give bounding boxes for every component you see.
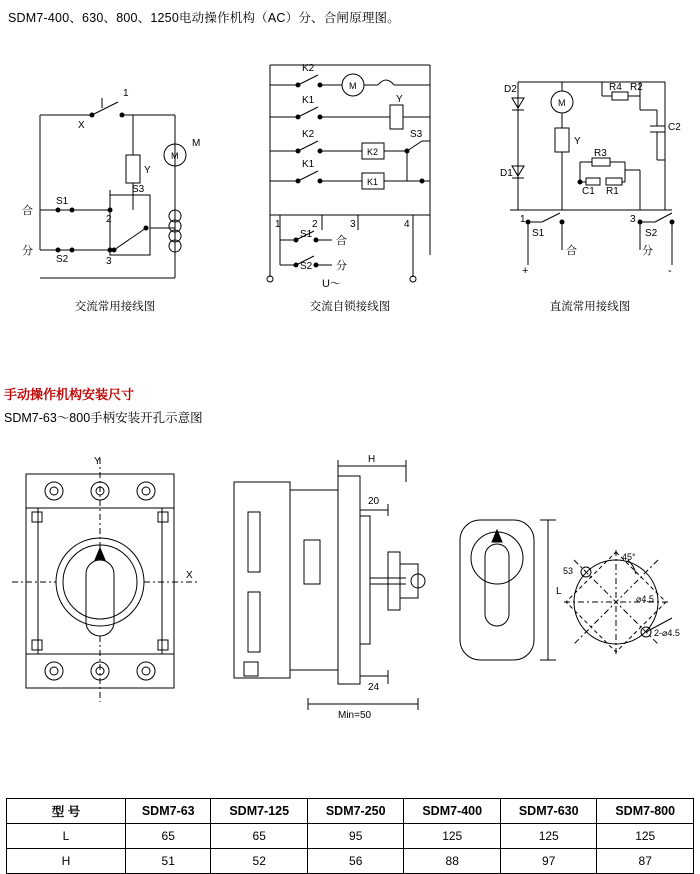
schematic-dc-common xyxy=(490,70,690,285)
table-cell: 125 xyxy=(597,824,694,849)
label-fen: 分 xyxy=(642,245,653,257)
table-row xyxy=(7,824,694,849)
label-C2: C2 xyxy=(668,122,681,133)
label-R2: R2 xyxy=(630,82,643,93)
row-label: L xyxy=(7,824,126,849)
label-dim-min50: Min=50 xyxy=(338,710,372,721)
label-minus: - xyxy=(668,265,672,277)
label-1: 1 xyxy=(123,88,129,99)
label-t1: 1 xyxy=(520,214,526,225)
label-C1: C1 xyxy=(582,186,595,197)
label-axis-X: X xyxy=(186,570,193,581)
label-K2a: K2 xyxy=(302,63,315,74)
table-header-cell: 型 号 xyxy=(7,799,126,824)
label-S2: S2 xyxy=(300,261,313,272)
label-t4: 4 xyxy=(404,219,410,230)
section-subtitle: SDM7-63～800手柄安装开孔示意图 xyxy=(4,411,203,425)
table-header-cell: SDM7-125 xyxy=(211,799,308,824)
table-cell: 125 xyxy=(500,824,597,849)
label-dim-L: L xyxy=(556,586,562,597)
label-dim-20: 20 xyxy=(368,496,380,507)
label-R1: R1 xyxy=(606,186,619,197)
label-t2: 2 xyxy=(312,219,318,230)
page-title: SDM7-400、630、800、1250电动操作机构（AC）分、合闸原理图。 xyxy=(8,11,400,25)
label-t3: 3 xyxy=(350,219,356,230)
table-cell: 65 xyxy=(211,824,308,849)
label-K1-coil: K1 xyxy=(367,177,379,187)
label-S1: S1 xyxy=(300,229,313,240)
table-cell: 125 xyxy=(404,824,501,849)
caption-ac-latch: 交流自锁接线图 xyxy=(309,301,391,313)
label-fen: 分 xyxy=(336,260,347,272)
label-he: 合 xyxy=(566,245,577,257)
label-K2b: K2 xyxy=(302,129,315,140)
table-cell: 51 xyxy=(126,849,211,874)
table-cell: 65 xyxy=(126,824,211,849)
label-axis-Y: Y xyxy=(94,456,101,467)
label-D1: D1 xyxy=(500,168,513,179)
label-R3: R3 xyxy=(594,148,607,159)
table-cell: 97 xyxy=(500,849,597,874)
label-t3: 3 xyxy=(630,214,636,225)
label-hole-dia: ⌀4.5 xyxy=(636,594,654,604)
label-3: 3 xyxy=(106,256,112,267)
label-R4: R4 xyxy=(609,82,622,93)
label-S3: S3 xyxy=(132,184,145,195)
label-dim-24: 24 xyxy=(368,682,380,693)
label-hole-2x: 2-⌀4.5 xyxy=(654,628,680,638)
label-fen: 分 xyxy=(22,245,33,257)
label-S2: S2 xyxy=(645,228,658,239)
label-t1: 1 xyxy=(275,219,281,230)
caption-ac-common: 交流常用接线图 xyxy=(74,301,156,313)
table-header-cell: SDM7-63 xyxy=(126,799,211,824)
row-label: H xyxy=(7,849,126,874)
label-dim-H: H xyxy=(368,454,376,465)
label-S1: S1 xyxy=(56,196,69,207)
label-Y: Y xyxy=(574,136,581,147)
label-plus: + xyxy=(522,265,529,277)
label-S2: S2 xyxy=(56,254,69,265)
table-header-row xyxy=(7,799,694,824)
label-he: 合 xyxy=(22,205,33,217)
label-U: U～ xyxy=(322,278,341,290)
label-X: X xyxy=(78,120,85,131)
label-45deg: 45° xyxy=(622,552,636,562)
label-Y: Y xyxy=(144,165,151,176)
table-cell: 52 xyxy=(211,849,308,874)
mechanical-drawings xyxy=(8,452,694,742)
label-Y: Y xyxy=(396,94,403,105)
label-K1b: K1 xyxy=(302,159,315,170)
spec-table xyxy=(6,798,694,874)
label-motor: M xyxy=(558,98,566,108)
section-title-red: 手动操作机构安装尺寸 xyxy=(4,387,135,402)
label-S3: S3 xyxy=(410,129,423,140)
label-D2: D2 xyxy=(504,84,517,95)
table-header-cell: SDM7-800 xyxy=(597,799,694,824)
label-53: 53 xyxy=(563,566,574,576)
label-K2-coil: K2 xyxy=(367,147,379,157)
schematic-ac-common xyxy=(10,60,220,290)
table-cell: 88 xyxy=(404,849,501,874)
table-cell: 95 xyxy=(307,824,404,849)
caption-dc-common: 直流常用接线图 xyxy=(549,301,631,313)
table-header-cell: SDM7-400 xyxy=(404,799,501,824)
label-S1: S1 xyxy=(532,228,545,239)
label-M-circle: M xyxy=(171,151,179,161)
table-header-cell: SDM7-630 xyxy=(500,799,597,824)
label-he: 合 xyxy=(336,235,347,247)
label-motor: M xyxy=(349,81,357,91)
label-2: 2 xyxy=(106,214,112,225)
table-cell: 87 xyxy=(597,849,694,874)
table-cell: 56 xyxy=(307,849,404,874)
label-K1a: K1 xyxy=(302,95,315,106)
label-M: M xyxy=(192,138,201,149)
schematic-ac-latch xyxy=(250,55,450,290)
table-header-cell: SDM7-250 xyxy=(307,799,404,824)
